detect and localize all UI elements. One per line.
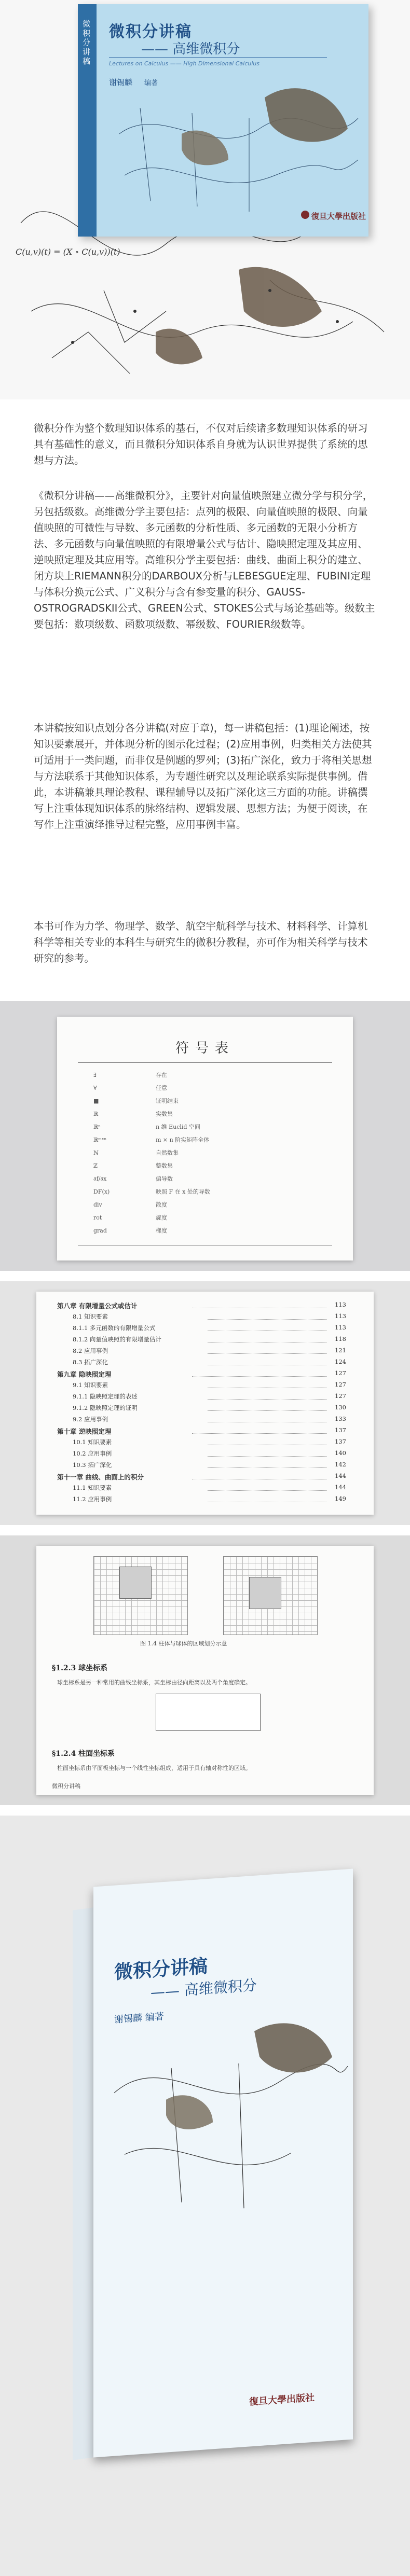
section-heading-cylindrical: §1.2.4 柱面坐标系: [52, 1750, 115, 1758]
cover-author-role: 编著: [144, 79, 158, 87]
toc-page-number: 137: [335, 1427, 346, 1434]
toc-leader-dots: [208, 1341, 327, 1342]
book-3d-front: [93, 1869, 353, 2458]
spine-title: 微积分讲稿: [81, 20, 91, 66]
toc-page-number: 127: [335, 1392, 346, 1400]
description-p3: 本讲稿按知识点划分各分讲稿(对应于章)，每一讲稿包括：(1)理论阐述，按知识要素展开，并体现分析的图示化过程；(2)应用事例，归类相关方法使其可适用于一类问题，而非仅是例题的罗列；(3)拓广深化，致力于将相关思想与方法联系于其他知识体系，为专题性研究以及理论联系实际提供事例。借此，本讲稿兼具理论教程、课程辅导以及拓广深化这三方面的功能。讲稿撰写上注重体现知识体系的脉络结构、逻辑发展、思想方法；为便于阅读，在写作上注重演绎推导过程完整，应用事例丰富。: [34, 722, 372, 830]
symbol-row: [93, 1110, 173, 1118]
toc-entry: 10.3 拓广深化: [73, 1461, 112, 1469]
symbol-row: [93, 1187, 210, 1196]
symbol-glyph: ∃: [93, 1072, 97, 1078]
toc-leader-dots: [208, 1467, 327, 1468]
toc-photo: [0, 1281, 410, 1525]
toc-leader-dots: [208, 1319, 327, 1320]
toc-entry: 第十章 逆映照定理: [57, 1428, 112, 1435]
toc-leader-dots: [208, 1410, 327, 1411]
toc-entry: 8.1.2 向量值映照的有限增量估计: [73, 1336, 161, 1343]
section-heading-spherical: §1.2.3 球坐标系: [52, 1664, 108, 1672]
cover-surface-illustration: [78, 4, 368, 237]
symbol-row: [93, 1200, 167, 1209]
book-3d-photo: [0, 1816, 410, 2576]
book-cover: [78, 4, 368, 237]
toc-page-number: 137: [335, 1438, 346, 1445]
description-p2: 《微积分讲稿——高维微积分》，主要针对向量值映照建立微分学与积分学，另包括级数。高维微分学主要包括：点列的极限、向量值映照的极限、向量值映照的可微性与导数、多元函数的分析性质、多元函数的无限小分析方法、多元函数与向量值映照的有限增量公式与估计、隐映照定理及其应用、逆映照定理及其应用等。高维积分学主要包括：曲线、曲面上积分的建立、闭方块上RIEMANN积分的DARBOUX分析与LEBESGUE定理、FUBINI定理与体积分换元公式、广义积分与含有参变量的积分、GAUSS-OSTROGRADSKII公式、GREEN公式、STOKES公式与场论基础等。级数主要包括：数项级数、函数项级数、幂级数、FOURIER级数等。: [34, 490, 375, 630]
toc-entry: 11.1 知识要素: [73, 1484, 112, 1491]
symbol-table-photo: [0, 1001, 410, 1271]
toc-entry: 10.2 应用事例: [73, 1450, 112, 1457]
toc-leader-dots: [208, 1421, 327, 1422]
toc-page-number: 127: [335, 1369, 346, 1377]
symbol-description: 旋度: [156, 1214, 167, 1221]
symbol-glyph: ℝⁿ: [93, 1124, 101, 1130]
toc-entry: 9.2 应用事例: [73, 1416, 108, 1423]
toc-page-number: 127: [335, 1381, 346, 1388]
symbol-table-page: [57, 1017, 353, 1261]
toc-leader-dots: [208, 1456, 327, 1457]
symbol-row: [93, 1161, 173, 1170]
symbol-row: [93, 1097, 179, 1105]
toc-entry: 9.1.2 隐映照定理的证明: [73, 1404, 138, 1411]
toc-leader-dots: [208, 1330, 327, 1331]
toc-leader-dots: [192, 1376, 327, 1377]
toc-leader-dots: [192, 1433, 327, 1434]
symbol-glyph: ℝ: [93, 1111, 99, 1117]
toc-page-number: 121: [335, 1347, 346, 1354]
toc-page-number: 140: [335, 1449, 346, 1457]
toc-leader-dots: [208, 1353, 327, 1354]
symbol-description: 证明结束: [156, 1098, 179, 1104]
toc-leader-dots: [208, 1444, 327, 1445]
toc-entry: 8.3 拓广深化: [73, 1359, 108, 1366]
symbol-glyph: ℕ: [93, 1149, 99, 1156]
symbol-glyph: div: [93, 1201, 102, 1208]
symbol-glyph: ■: [93, 1098, 99, 1104]
toc-entry: 第十一章 曲线、曲面上的积分: [57, 1473, 144, 1481]
figure-cube-left: [119, 1567, 152, 1599]
book-3d-publisher: 復旦大學出版社: [249, 2392, 315, 2408]
figure-page-photo: [0, 1535, 410, 1805]
symbol-row: [93, 1174, 173, 1183]
description-p1: 微积分作为整个数理知识体系的基石，不仅对后续诸多数理知识体系的研习具有基础性的意义，而且微积分知识体系自身就为认识世界提供了系统的思想与方法。: [34, 422, 368, 466]
symbol-row: [93, 1135, 209, 1144]
toc-leader-dots: [208, 1501, 327, 1502]
figure-page: [36, 1546, 374, 1795]
symbol-description: n 维 Euclid 空间: [156, 1124, 200, 1130]
symbol-table-title: 符号表: [175, 1041, 235, 1056]
toc-page-number: 113: [335, 1301, 346, 1308]
symbol-row: [93, 1213, 167, 1222]
book-3d-title: 微积分讲稿: [114, 1956, 208, 1984]
toc-page-number: 124: [335, 1358, 346, 1365]
toc-entry: 8.2 应用事例: [73, 1347, 108, 1354]
section-paragraph-cylindrical: 柱面坐标系由平面极坐标与一个线性坐标组成，适用于具有轴对称性的区域。: [57, 1765, 251, 1771]
symbol-description: 整数集: [156, 1162, 173, 1169]
toc-page-number: 130: [335, 1404, 346, 1411]
toc-page-number: 133: [335, 1415, 346, 1422]
symbol-glyph: DF(x): [93, 1188, 110, 1195]
toc-entry: 9.1.1 隐映照定理的表述: [73, 1393, 138, 1400]
cover-hero: [0, 0, 410, 399]
toc-leader-dots: [208, 1364, 327, 1365]
symbol-glyph: ∀: [93, 1085, 97, 1091]
cover-title: 微积分讲稿: [109, 23, 192, 41]
toc-page-number: 144: [335, 1472, 346, 1479]
cover-publisher: 復旦大學出版社: [311, 212, 366, 221]
toc-page-number: 142: [335, 1461, 346, 1468]
symbol-glyph: rot: [93, 1214, 102, 1221]
symbol-description: 存在: [156, 1072, 167, 1078]
figure-cube-right: [249, 1577, 281, 1609]
description-p4: 本书可作为力学、物理学、数学、航空宇航科学与技术、材料科学、计算机科学等相关专业的本科生与研究生的微积分教程，亦可作为相关科学与技术研究的参考。: [34, 920, 368, 964]
section-paragraph-spherical: 球坐标系是另一种常用的曲线坐标系，其坐标由径向距离以及两个角度确定。: [57, 1679, 251, 1686]
hero-formula: C(u,v)(t) = (X ∘ C(u,v))(t): [16, 247, 120, 257]
toc-entry: 8.1.1 多元函数的有限增量公式: [73, 1324, 156, 1332]
toc-entry: 11.2 应用事例: [73, 1495, 112, 1503]
symbol-row: [93, 1226, 167, 1235]
symbol-glyph: ℝᵐˣⁿ: [93, 1137, 107, 1143]
symbol-description: 散度: [156, 1201, 167, 1208]
symbol-description: m × n 阶实矩阵全体: [156, 1137, 210, 1143]
symbol-glyph: ℤ: [93, 1162, 98, 1169]
symbol-glyph: ∂f/∂x: [93, 1175, 107, 1182]
symbol-glyph: grad: [93, 1227, 107, 1234]
toc-entry: 10.1 知识要素: [73, 1438, 112, 1446]
cover-english-caption: Lectures on Calculus —— High Dimensional Calculus: [109, 60, 259, 67]
symbol-description: 偏导数: [156, 1175, 173, 1182]
toc-leader-dots: [208, 1387, 327, 1388]
book-3d-author: 谢锡麟 编著: [114, 2011, 164, 2026]
symbol-row: [93, 1123, 200, 1131]
book-3d-subtitle: —— 高维微积分: [151, 1976, 257, 2001]
toc-leader-dots: [208, 1398, 327, 1400]
cover-subtitle: —— 高维微积分: [141, 41, 240, 57]
symbol-table-top-rule: [78, 1062, 332, 1063]
toc-page-number: 113: [335, 1324, 346, 1331]
figure-caption: 图 1.4 柱体与球体的区域划分示意: [140, 1640, 227, 1647]
toc-leader-dots: [192, 1478, 327, 1479]
toc-page-number: 149: [335, 1495, 346, 1502]
toc-page: [36, 1292, 374, 1515]
symbol-row: [93, 1148, 179, 1157]
symbol-description: 实数集: [156, 1111, 173, 1117]
book-3d-spine: [73, 1907, 93, 2460]
page-footer: 微积分讲稿: [52, 1783, 80, 1790]
symbol-row: [93, 1071, 167, 1079]
toc-leader-dots: [192, 1307, 327, 1308]
toc-entry: 9.1 知识要素: [73, 1381, 108, 1389]
formula-box: [156, 1694, 261, 1731]
toc-leader-dots: [208, 1490, 327, 1491]
symbol-description: 任意: [156, 1085, 167, 1091]
toc-page-number: 144: [335, 1484, 346, 1491]
toc-page-number: 113: [335, 1312, 346, 1320]
cover-author: 谢锡麟: [109, 78, 133, 87]
symbol-row: [93, 1084, 167, 1092]
symbol-description: 自然数集: [156, 1149, 179, 1156]
toc-entry: 第九章 隐映照定理: [57, 1370, 112, 1378]
publisher-seal-icon: [301, 211, 309, 219]
toc-page-number: 118: [335, 1335, 346, 1342]
symbol-description: 梯度: [156, 1227, 167, 1234]
toc-entry: 第八章 有限增量公式或估计: [57, 1302, 138, 1310]
symbol-description: 映照 F 在 x 处的导数: [156, 1188, 210, 1195]
toc-entry: 8.1 知识要素: [73, 1313, 108, 1320]
